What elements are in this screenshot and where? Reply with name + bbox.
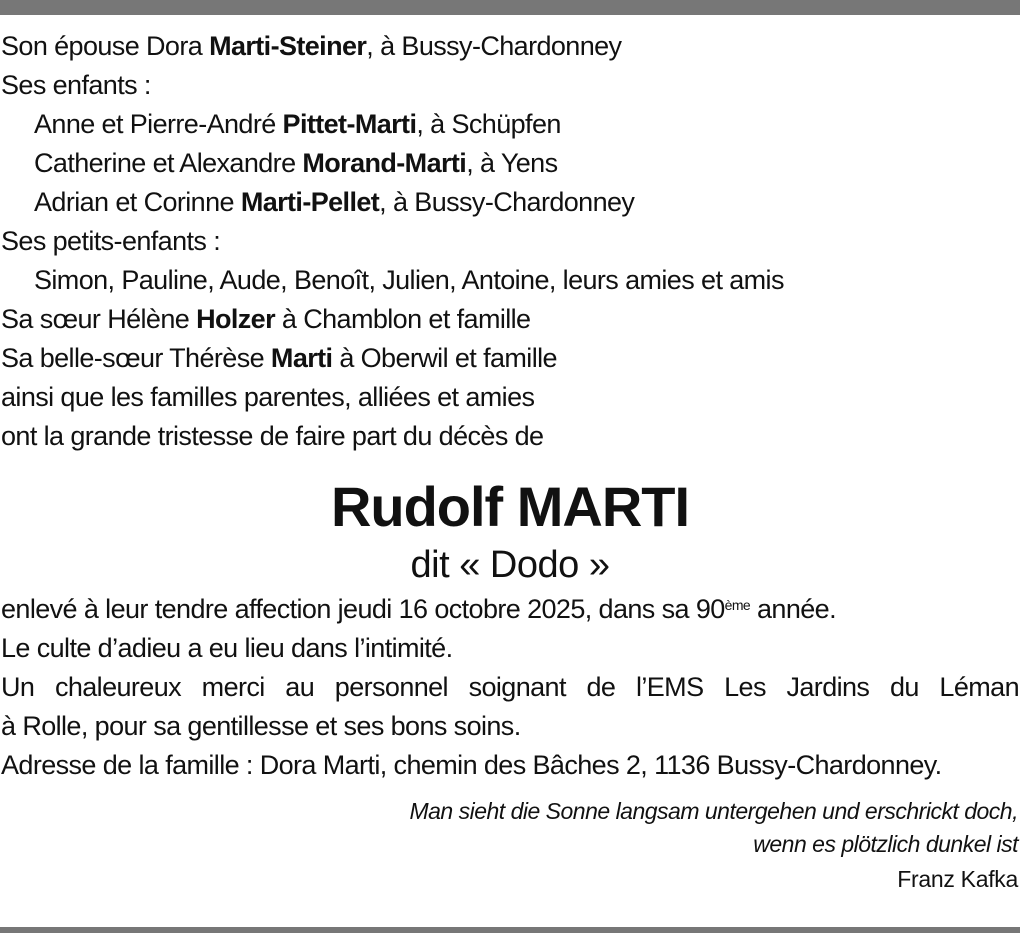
top-rule (0, 0, 1020, 15)
family-name: Marti (270, 343, 333, 373)
text: Anne et Pierre-André (34, 109, 283, 139)
family-name: Pittet-Marti (282, 109, 417, 139)
text: enlevé à leur tendre affection jeudi 16 octobre 2025, dans sa 90 (1, 594, 725, 624)
bottom-rule (0, 927, 1020, 933)
spouse-line (1, 27, 1019, 66)
text: Sa belle-sœur Thérèse (1, 343, 271, 373)
announcement-line (1, 417, 1019, 456)
nickname: dit « Dodo » (410, 544, 610, 586)
text: , à Schüpfen (416, 109, 561, 139)
text: , à Bussy-Chardonney (379, 187, 635, 217)
deceased-name: Rudolf MARTI (330, 475, 690, 538)
family-name: Holzer (196, 304, 276, 334)
child-line (1, 144, 1019, 183)
text: , à Bussy-Chardonney (366, 31, 622, 61)
text: Son épouse Dora (1, 31, 210, 61)
family-name: Marti-Pellet (240, 187, 380, 217)
family-address: Adresse de la famille : Dora Marti, chemin des Bâches 2, 1136 Bussy-Chardonney. (1, 750, 942, 780)
text: Catherine et Alexandre (34, 148, 303, 178)
thanks-line: Un chaleureux merci au personnel soignant de l’EMS Les Jardins du Léman (1, 672, 1019, 702)
quote-line: wenn es plötzlich dunkel ist (753, 831, 1018, 857)
quote (1, 795, 1019, 861)
death-line (1, 590, 1019, 629)
ordinal-suffix: ème (724, 597, 751, 613)
family-name: Morand-Marti (302, 148, 467, 178)
text: Sa sœur Hélène (1, 304, 197, 334)
text: , à Yens (466, 148, 558, 178)
sister-in-law-line (1, 339, 1019, 378)
quote-line: Man sieht die Sonne langsam untergehen und erschrickt doch, (409, 798, 1018, 824)
grandchildren-heading (1, 222, 1019, 261)
grandchildren-line (1, 261, 1019, 300)
text: Ses enfants : (1, 70, 151, 100)
text: année. (750, 594, 836, 624)
quote-author: Franz Kafka (897, 866, 1018, 892)
sister-line (1, 300, 1019, 339)
text: à Chamblon et famille (275, 304, 531, 334)
text: à Oberwil et famille (332, 343, 557, 373)
children-heading (1, 66, 1019, 105)
text: Simon, Pauline, Aude, Benoît, Julien, Antoine, leurs amies et amis (34, 265, 784, 295)
text: Adrian et Corinne (34, 187, 241, 217)
text: Ses petits-enfants : (1, 226, 221, 256)
thanks-line-continued: à Rolle, pour sa gentillesse et ses bons soins. (1, 711, 521, 741)
relatives-line (1, 378, 1019, 417)
child-line (1, 183, 1019, 222)
family-name: Marti-Steiner (209, 31, 367, 61)
child-line (1, 105, 1019, 144)
text: ont la grande tristesse de faire part du décès de (1, 421, 544, 451)
text: ainsi que les familles parentes, alliées et amies (1, 382, 535, 412)
obituary-notice (1, 27, 1019, 898)
service-line: Le culte d’adieu a eu lieu dans l’intimité. (1, 633, 453, 663)
